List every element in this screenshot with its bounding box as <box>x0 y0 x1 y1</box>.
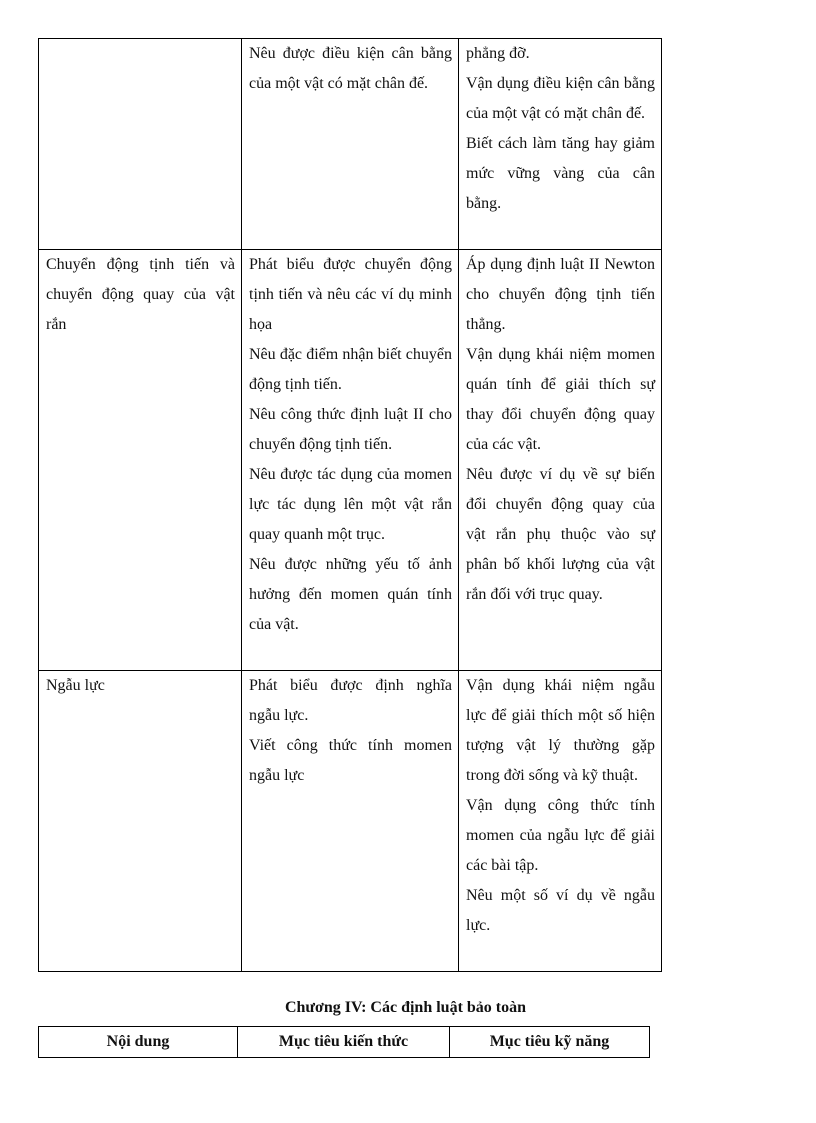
topic-text: Ngẫu lực <box>46 677 105 694</box>
skill-item: Vận dụng khái niệm ngẫu lực để giải thích một số hiện tượng vật lý thường gặp trong đời sống và kỹ thuật. <box>466 677 655 784</box>
skills-cell <box>459 671 662 972</box>
chapter-heading <box>0 997 816 1019</box>
knowledge-item: Phát biểu được định nghĩa ngẫu lực. <box>249 677 452 724</box>
topic-text: Chuyển động tịnh tiến và chuyển động quay của vật rắn <box>46 256 235 333</box>
table-header-row <box>39 1027 650 1058</box>
knowledge-item: Nêu công thức định luật II cho chuyển động tịnh tiến. <box>249 406 452 453</box>
knowledge-item: Nêu đặc điểm nhận biết chuyển động tịnh tiến. <box>249 346 452 393</box>
knowledge-item: Nêu được điều kiện cân bằng của một vật có mặt chân đế. <box>249 45 452 92</box>
skills-cell <box>459 39 662 250</box>
skill-item: Vận dụng công thức tính momen của ngẫu lực để giải các bài tập. <box>466 797 655 874</box>
skills-cell <box>459 250 662 671</box>
knowledge-cell <box>242 39 459 250</box>
skill-item: Vận dụng điều kiện cân bằng của một vật có mặt chân đế. <box>466 75 655 122</box>
skill-item: Vận dụng khái niệm momen quán tính để giải thích sự thay đổi chuyển động quay của các vật. <box>466 346 655 453</box>
skill-item: Nêu một số ví dụ về ngẫu lực. <box>466 887 655 934</box>
header-content: Nội dung <box>39 1027 238 1058</box>
header-skill-objectives: Mục tiêu kỹ năng <box>450 1027 650 1058</box>
knowledge-item: Nêu được những yếu tố ảnh hưởng đến momen quán tính của vật. <box>249 556 452 633</box>
table-row <box>39 671 662 972</box>
knowledge-item: Phát biểu được chuyển động tịnh tiến và nêu các ví dụ minh họa <box>249 256 452 333</box>
skill-item: Áp dụng định luật II Newton cho chuyển động tịnh tiến thẳng. <box>466 256 655 333</box>
skill-item: Nêu được ví dụ về sự biến đổi chuyển động quay của vật rắn phụ thuộc vào sự phân bố khối lượng của vật rắn đối với trục quay. <box>466 466 655 603</box>
topic-cell <box>39 39 242 250</box>
knowledge-item: Viết công thức tính momen ngẫu lực <box>249 737 452 784</box>
header-knowledge-objectives: Mục tiêu kiến thức <box>238 1027 450 1058</box>
knowledge-cell <box>242 671 459 972</box>
topic-cell <box>39 250 242 671</box>
skill-item: phẳng đỡ. <box>466 45 530 62</box>
knowledge-cell <box>242 250 459 671</box>
table-row <box>39 250 662 671</box>
knowledge-item: Nêu được tác dụng của momen lực tác dụng lên một vật rắn quay quanh một trục. <box>249 466 452 543</box>
chapter-title-text: Chương IV: Các định luật bảo toàn <box>284 999 527 1016</box>
skill-item: Biết cách làm tăng hay giảm mức vững vàng của cân bằng. <box>466 135 655 212</box>
objectives-table-header <box>38 1026 650 1058</box>
objectives-table-continued <box>38 38 662 972</box>
topic-cell <box>39 671 242 972</box>
table-row <box>39 39 662 250</box>
